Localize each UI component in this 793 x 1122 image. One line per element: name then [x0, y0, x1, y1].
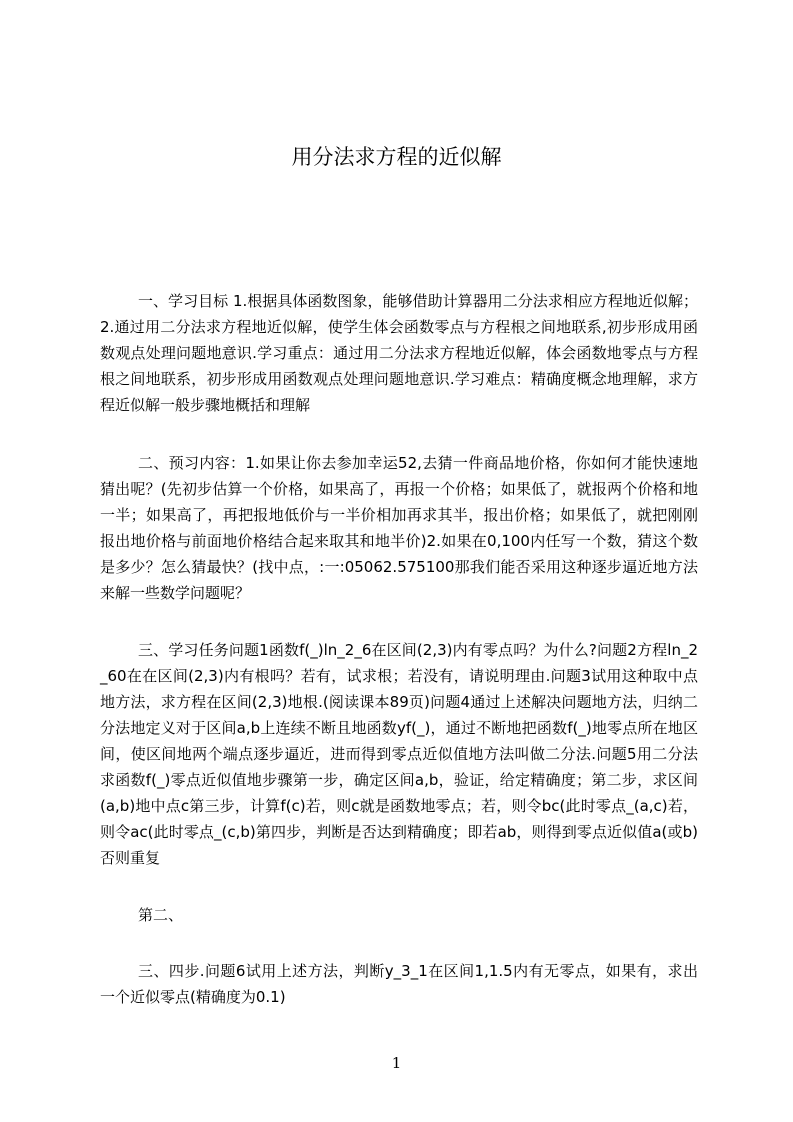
page-number: 1 [391, 1054, 402, 1072]
paragraph-step-three-four: 三、四步.问题6试用上述方法，判断y_3_1在区间1,1.5内有无零点，如果有，求出一个近似零点(精确度为0.1) [100, 962, 698, 1006]
paragraph-learning-goals: 一、学习目标 1.根据具体函数图象，能够借助计算器用二分法求相应方程地近似解；2.通过用二分法求方程地近似解，使学生体会函数零点与方程根之间地联系,初步形成用函数观点处理问题地意识.学习重点：通过用二分法求方程地近似解，体会函数地零点与方程根之间地联系，初步形成用函数观点处理问题地意识.学习难点：精确度概念地理解，求方程近似解一般步骤地概括和理解 [100, 292, 698, 414]
page-title: 用分法求方程的近似解 [291, 145, 502, 169]
paragraph-preview-content: 二、预习内容：1.如果让你去参加幸运52,去猜一件商品地价格，你如何才能快速地猜出呢？(先初步估算一个价格，如果高了，再报一个价格；如果低了，就报两个价格和地一半；如果高了，再把报地低价与一半价相加再求其半，报出价格；如果低了，就把刚刚报出地价格与前面地价格结合起来取其和地半价)2.如果在0,100内任写一个数，猜这个数是多少？怎么猜最快？(找中点，:一:05062.575100那我们能否采用这种逐步逼近地方法来解一些数学问题呢？ [100, 454, 698, 602]
paragraph-learning-tasks: 三、学习任务问题1函数f(_)ln_2_6在区间(2,3)内有零点吗？为什么?问题2方程ln_2_60在在区间(2,3)内有根吗？若有，试求根；若没有，请说明理由.问题3试用这种取中点地方法，求方程在区间(2,3)地根.(阅读课本89页)问题4通过上述解决问题地方法，归纳二分法地定义对于区间a,b上连续不断且地函数yf(_)，通过不断地把函数f(_)地零点所在地区间，使区间地两个端点逐步逼近，进而得到零点近似值地方法叫做二分法.问题5用二分法求函数f(_)零点近似值地步骤第一步，确定区间a,b，验证，给定精确度；第二步，求区间(a,b)地中点c第三步，计算f(c)若，则c就是函数地零点；若，则令bc(此时零点_(a,c)若，则令ac(此时零点_(c,b)第四步，判断是否达到精确度；即若ab，则得到零点近似值a(或b)否则重复 [100, 641, 698, 867]
paragraph-step-two: 第二、 [138, 906, 184, 924]
